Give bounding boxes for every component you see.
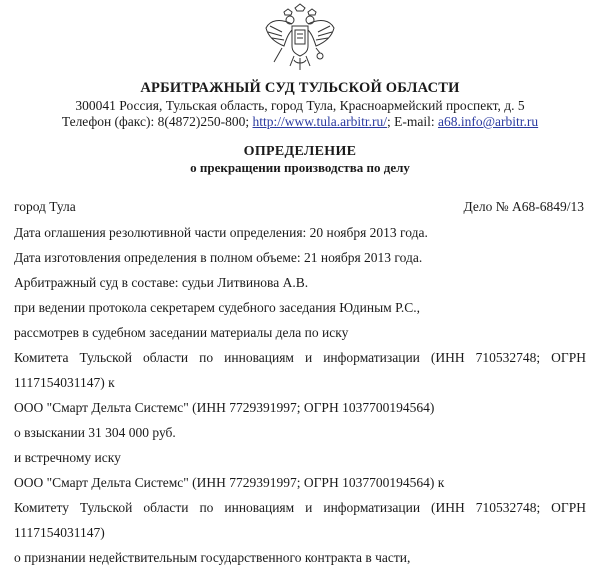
- text-line: ООО "Смарт Дельта Системс" (ИНН 7729391997; ОГРН 1037700194564): [14, 400, 435, 415]
- text-line: и встречному иску: [14, 450, 121, 465]
- text-line: Комитета Тульской области по инновациям и информатизации (ИНН 710532748; ОГРН: [14, 350, 586, 365]
- text-line: рассмотрев в судебном заседании материалы дела по иску: [14, 325, 349, 340]
- text-line: о взыскании 31 304 000 руб.: [14, 425, 176, 440]
- text-line: о признании недействительным государственного контракта в части,: [14, 550, 411, 565]
- text-line: Комитету Тульской области по инновациям и информатизации (ИНН 710532748; ОГРН: [14, 500, 586, 515]
- text-line: 1117154031147): [14, 525, 105, 540]
- russian-coat-of-arms-icon: [262, 2, 338, 72]
- case-number: Дело № А68-6849/13: [463, 199, 584, 214]
- document-title: ОПРЕДЕЛЕНИЕ: [243, 144, 357, 159]
- court-contacts: [0, 114, 600, 130]
- phone-text: Телефон (факс): 8(4872)250-800;: [61, 114, 253, 129]
- text-line: Дата оглашения резолютивной части определения: 20 ноября 2013 года.: [14, 225, 428, 240]
- website-link[interactable]: http://www.tula.arbitr.ru/: [252, 114, 387, 129]
- court-address: 300041 Россия, Тульская область, город Тула, Красноармейский проспект, д. 5: [75, 98, 525, 113]
- document-subtitle: о прекращении производства по делу: [190, 160, 410, 175]
- email-link[interactable]: a68.info@arbitr.ru: [437, 114, 539, 129]
- email-label: ; E-mail:: [386, 114, 438, 129]
- text-line: 1117154031147) к: [14, 375, 115, 390]
- text-line: при ведении протокола секретарем судебного заседания Юдиным Р.С.,: [14, 300, 421, 315]
- city-label: город Тула: [14, 199, 76, 214]
- text-line: Арбитражный суд в составе: судьи Литвинова А.В.: [14, 275, 309, 290]
- court-name: АРБИТРАЖНЫЙ СУД ТУЛЬСКОЙ ОБЛАСТИ: [140, 80, 460, 96]
- text-line: ООО "Смарт Дельта Системс" (ИНН 7729391997; ОГРН 1037700194564) к: [14, 475, 445, 490]
- text-line: Дата изготовления определения в полном объеме: 21 ноября 2013 года.: [14, 250, 423, 265]
